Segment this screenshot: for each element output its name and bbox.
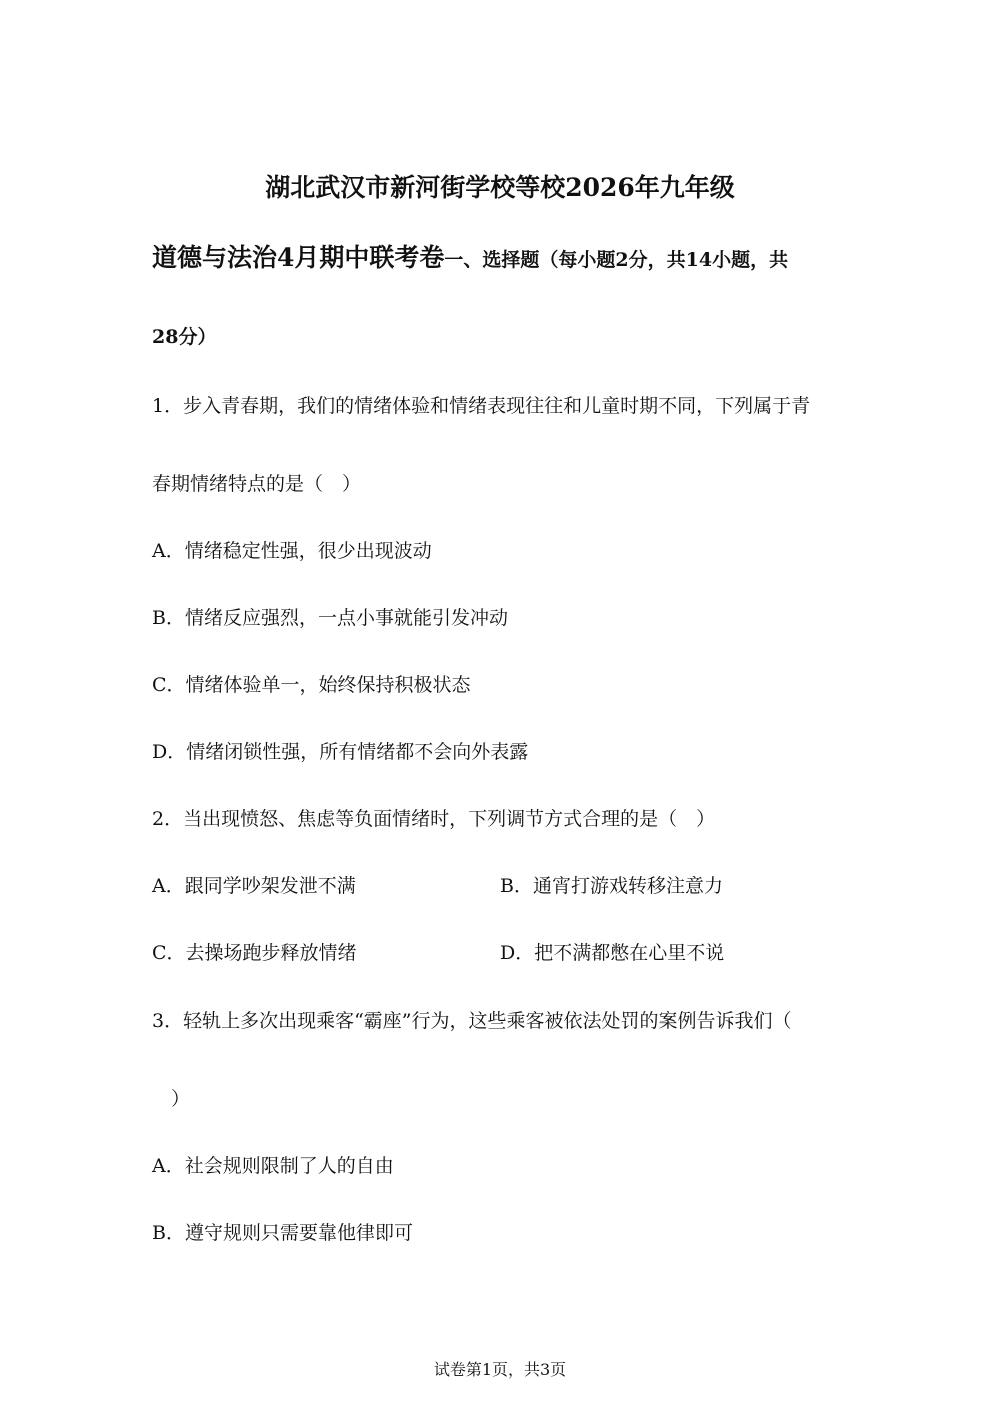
- exam-title-subject: 道德与法治4月期中联考卷: [152, 243, 445, 272]
- question-2-option-a: A．跟同学吵架发泄不满: [152, 875, 356, 897]
- question-1-option-c: C．情绪体验单一，始终保持积极状态: [152, 674, 471, 696]
- section-heading: 一、选择题（每小题2分，共14小题，共: [444, 249, 789, 271]
- question-3-option-a: A．社会规则限制了人的自由: [152, 1155, 394, 1177]
- question-3-option-b: B．遵守规则只需要靠他律即可: [152, 1222, 413, 1244]
- question-2-option-d: D．把不满都憋在心里不说: [500, 942, 725, 964]
- exam-title-line1: 湖北武汉市新河街学校等校2026年九年级: [265, 173, 735, 202]
- question-2-option-b: B．通宵打游戏转移注意力: [500, 875, 723, 897]
- question-1-option-b: B．情绪反应强烈，一点小事就能引发冲动: [152, 607, 508, 629]
- question-1-stem-line1: 1．步入青春期，我们的情绪体验和情绪表现往往和儿童时期不同，下列属于青: [152, 395, 811, 417]
- question-1-stem-line2: 春期情绪特点的是（ ）: [152, 473, 362, 495]
- question-2-stem: 2．当出现愤怒、焦虑等负面情绪时，下列调节方式合理的是（ ）: [152, 808, 716, 830]
- question-1-option-a: A．情绪稳定性强，很少出现波动: [152, 540, 432, 562]
- question-3-stem-line1: 3．轻轨上多次出现乘客“霸座”行为，这些乘客被依法处罚的案例告诉我们（: [152, 1010, 792, 1032]
- question-2-option-c: C．去操场跑步释放情绪: [152, 942, 357, 964]
- exam-title-line2: [152, 238, 788, 274]
- question-1-option-d: D．情绪闭锁性强，所有情绪都不会向外表露: [152, 741, 529, 763]
- page-footer: 试卷第1页，共3页: [433, 1360, 567, 1379]
- question-3-stem-line2: ）: [152, 1088, 191, 1110]
- section-heading-continued: 28分）: [152, 326, 217, 348]
